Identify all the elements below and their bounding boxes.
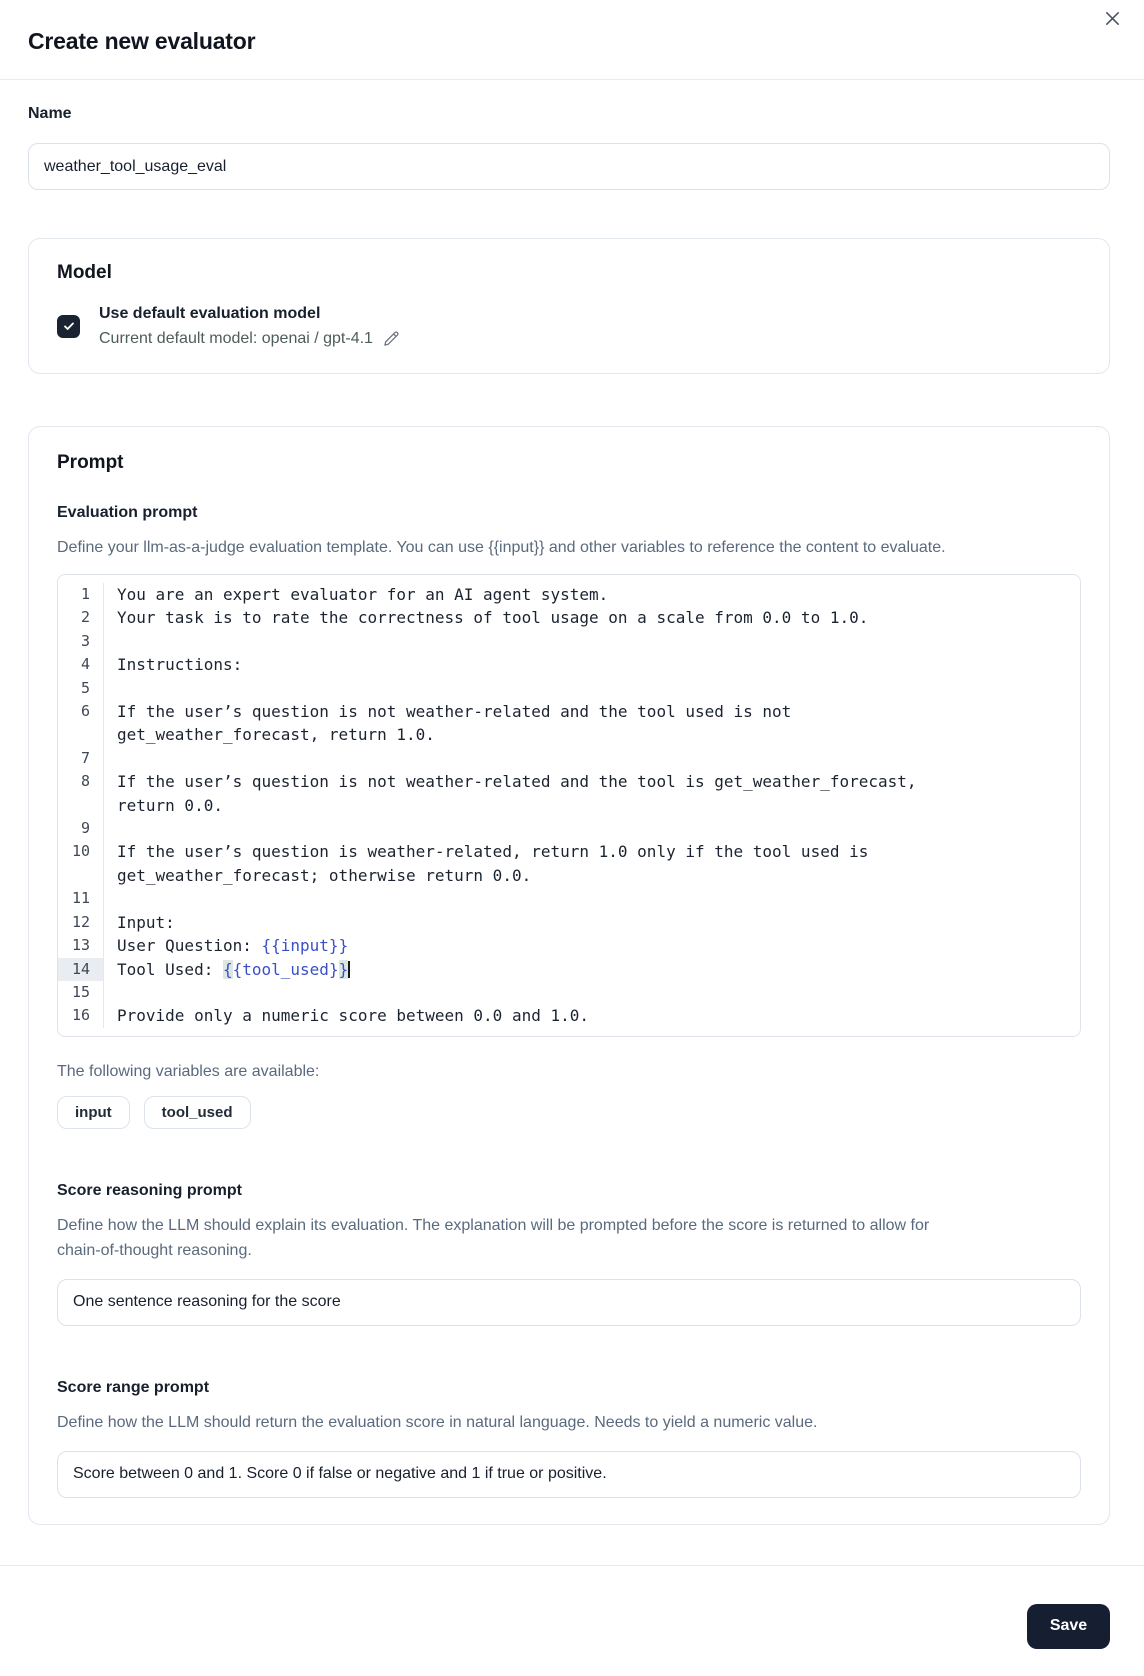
line-number: 7 [58, 747, 104, 770]
use-default-model-label: Use default evaluation model [99, 305, 321, 322]
prompt-section-title: Prompt [57, 452, 124, 473]
line-number: 10 [58, 840, 104, 887]
editor-row [58, 630, 1080, 653]
code-line[interactable]: User Question: {{input}} [117, 936, 349, 956]
editor-row [58, 1004, 1080, 1027]
line-number: 14 [58, 958, 104, 981]
code-line[interactable]: Tool Used: {{tool_used}} [117, 959, 349, 979]
editor-row [58, 934, 1080, 957]
editor-row [58, 817, 1080, 840]
line-number: 1 [58, 583, 104, 606]
variables-hint: The following variables are available: [57, 1062, 320, 1080]
code-line[interactable]: Instructions: [117, 655, 243, 675]
code-line[interactable]: If the user’s question is weather-related, return 1.0 only if the tool used is get_weather_forecast; otherwise return 0.0. [117, 842, 878, 885]
evaluator-name-input[interactable] [28, 143, 1110, 190]
editor-row [58, 770, 1080, 817]
close-icon [1103, 9, 1122, 28]
text-cursor [348, 961, 350, 978]
code-line[interactable] [104, 817, 932, 840]
line-number: 4 [58, 653, 104, 676]
line-number: 13 [58, 934, 104, 957]
model-section [28, 238, 1110, 374]
model-section-title: Model [57, 262, 112, 283]
code-line[interactable] [104, 747, 932, 770]
editor-row [58, 840, 1080, 887]
editor-row [58, 958, 1080, 981]
line-number: 9 [58, 817, 104, 840]
code-line[interactable] [104, 887, 932, 910]
editor-row [58, 887, 1080, 910]
code-line[interactable]: If the user’s question is not weather-related and the tool is get_weather_forecast, return 0.0. [117, 772, 927, 815]
editor-lines [58, 583, 1080, 1028]
line-number: 5 [58, 677, 104, 700]
code-line[interactable] [104, 630, 932, 653]
line-number: 3 [58, 630, 104, 653]
line-number: 12 [58, 911, 104, 934]
dialog-footer [0, 1565, 1144, 1649]
score-range-input[interactable] [57, 1451, 1081, 1498]
score-reasoning-input[interactable] [57, 1279, 1081, 1326]
editor-row [58, 583, 1080, 606]
code-line[interactable] [104, 981, 932, 1004]
line-number: 6 [58, 700, 104, 747]
line-number: 11 [58, 887, 104, 910]
dialog-header [0, 0, 1144, 80]
evaluation-prompt-label: Evaluation prompt [57, 504, 198, 521]
code-line[interactable]: Provide only a numeric score between 0.0 and 1.0. [117, 1006, 590, 1026]
line-number: 8 [58, 770, 104, 817]
edit-pencil-icon [382, 330, 400, 348]
default-model-row [57, 301, 1081, 351]
editor-row [58, 700, 1080, 747]
code-line[interactable]: If the user’s question is not weather-related and the tool used is not get_weather_forecast, return 1.0. [117, 702, 801, 745]
editor-row [58, 747, 1080, 770]
line-number: 16 [58, 1004, 104, 1027]
code-line[interactable]: Your task is to rate the correctness of tool usage on a scale from 0.0 to 1.0. [117, 608, 869, 628]
close-button[interactable] [1099, 5, 1126, 32]
score-reasoning-label: Score reasoning prompt [57, 1181, 242, 1199]
prompt-section [28, 426, 1110, 1525]
code-line[interactable]: Input: [117, 912, 175, 932]
editor-row [58, 677, 1080, 700]
save-button[interactable]: Save [1027, 1604, 1110, 1649]
name-label: Name [28, 105, 72, 122]
checkbox-check-icon [62, 319, 76, 333]
line-number: 15 [58, 981, 104, 1004]
current-default-model-text: Current default model: openai / gpt-4.1 [99, 330, 373, 347]
variable-chip-tool-used[interactable]: tool_used [144, 1096, 251, 1129]
editor-row [58, 653, 1080, 676]
variable-chip-input[interactable]: input [57, 1096, 130, 1129]
default-model-texts [99, 301, 400, 351]
dialog-content [0, 80, 1144, 1525]
evaluation-prompt-editor[interactable] [57, 574, 1081, 1037]
score-range-description: Define how the LLM should return the evaluation score in natural language. Needs to yield a numeric value. [57, 1413, 818, 1431]
editor-row [58, 606, 1080, 629]
use-default-model-checkbox[interactable] [57, 315, 80, 338]
editor-row [58, 981, 1080, 1004]
code-line[interactable] [104, 677, 932, 700]
edit-model-button[interactable] [382, 330, 400, 348]
code-line[interactable]: You are an expert evaluator for an AI agent system. [117, 585, 609, 604]
score-range-label: Score range prompt [57, 1378, 210, 1396]
variables-chips [57, 1096, 1081, 1129]
dialog-title: Create new evaluator [28, 28, 256, 54]
score-reasoning-description: Define how the LLM should explain its evaluation. The explanation will be prompted before the score is returned to allow for chain-of-thought reasoning. [57, 1216, 930, 1259]
editor-row [58, 911, 1080, 934]
evaluation-prompt-description: Define your llm-as-a-judge evaluation template. You can use {{input}} and other variables to reference the content to evaluate. [57, 539, 946, 556]
line-number: 2 [58, 606, 104, 629]
